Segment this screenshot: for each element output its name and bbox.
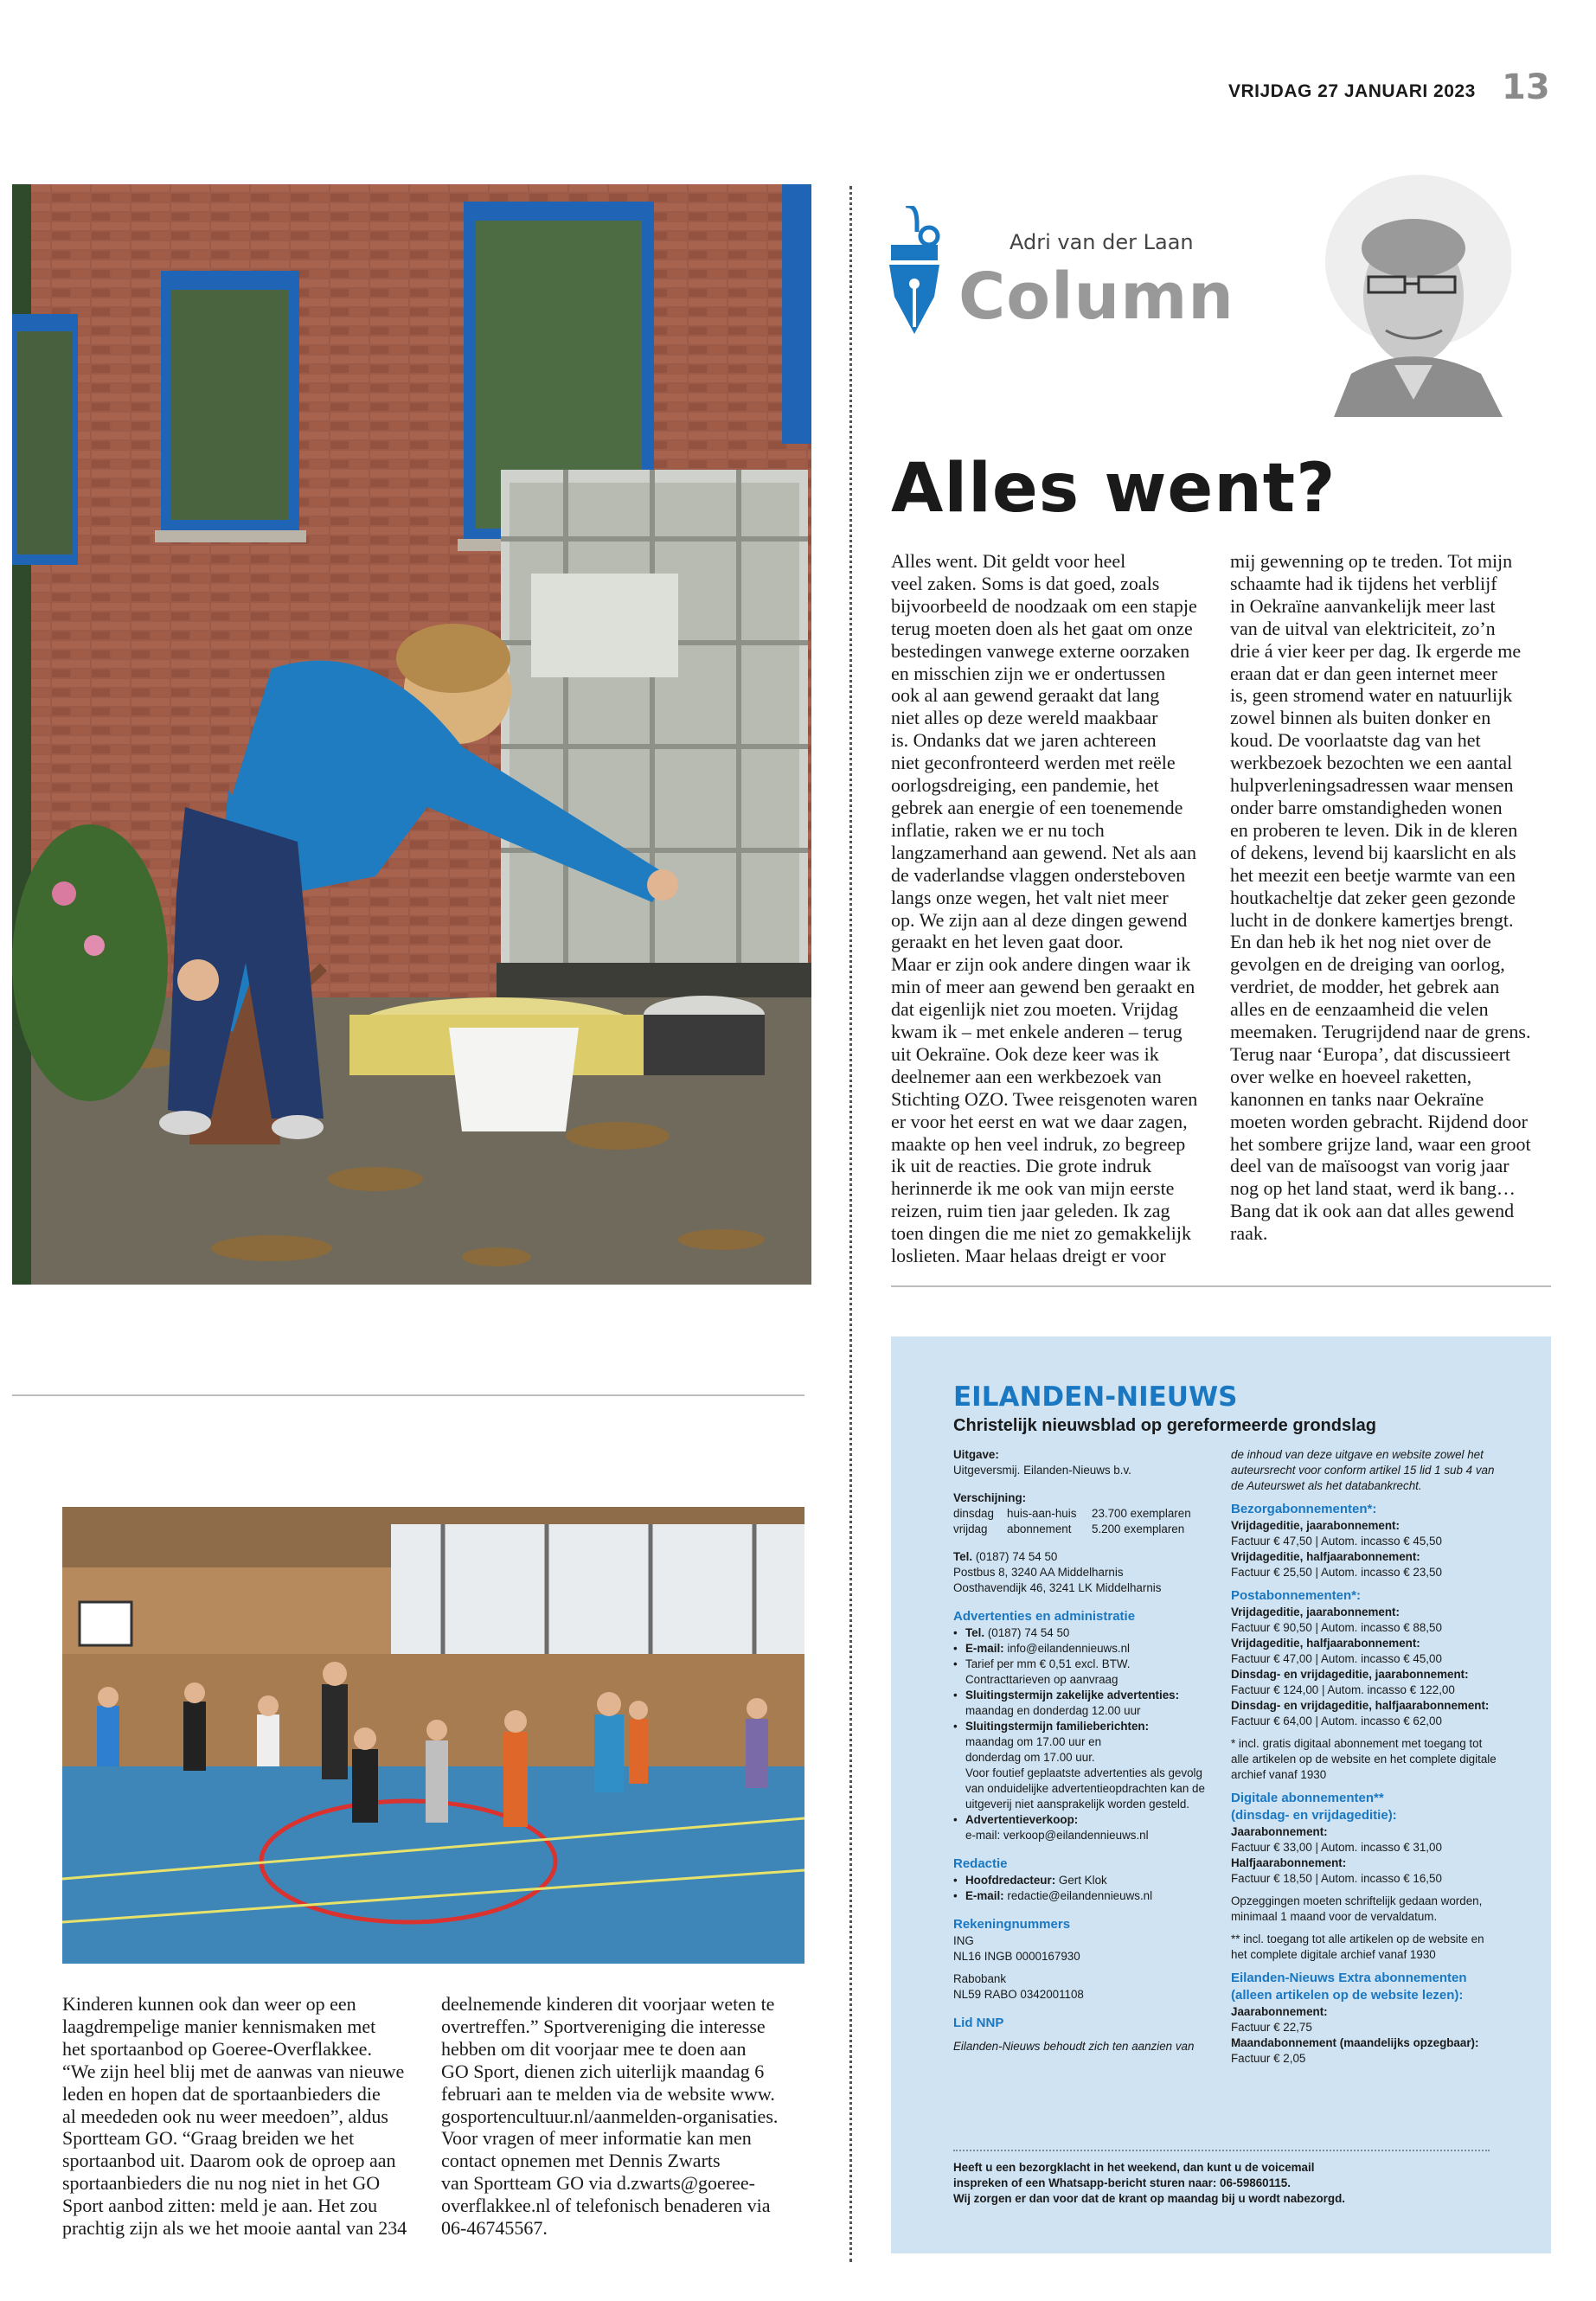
adv-sluit-zak-label: Sluitingstermijn zakelijke advertenties: (965, 1689, 1180, 1702)
bez-l2: Vrijdageditie, halfjaarabonnement: (1231, 1550, 1420, 1563)
post-l1: Vrijdageditie, jaarabonnement: (1231, 1606, 1400, 1618)
post-l3: Dinsdag- en vrijdageditie, jaarabonnement: (1231, 1668, 1469, 1681)
dig-l1: Jaarabonnement: (1231, 1825, 1328, 1838)
extra-l1: Jaarabonnement: (1231, 2005, 1328, 2018)
adv-sluit-fam2: donderdag om 17.00 uur. (965, 1751, 1095, 1764)
red-email-label: E-mail: (965, 1889, 1004, 1902)
uitgave-label: Uitgave: (953, 1448, 999, 1461)
adv-sluit-zak: maandag en donderdag 12.00 uur (965, 1704, 1141, 1717)
column-separator (849, 186, 852, 2262)
foot3: Wij zorgen er dan voor dat de krant op maandag bij u wordt nabezorgd. (953, 2192, 1345, 2205)
bank2: Rabobank (953, 1972, 1007, 1985)
fountain-pen-nib-icon (884, 206, 945, 336)
bez-heading: Bezorgabonnementen*: (1231, 1502, 1377, 1516)
column-text-right: mij gewenning op te treden. Tot mijn schaamte had ik tijdens het verblijf in Oekraïne aanvankelijk meer last van de uitval van elektriciteit, zo’n drie á vier keer per dag. Ik ergerde me eraan dat er dan geen internet meer is, geen stromend water en natuurlijk zowel binnen als buiten donker en koud. De voorlaatste dag van het werkbezoek bezochten we een aantal hulpverleningsadressen waar mensen onder barre omstandigheden wonen en proberen te leven. Dik in de kleren of dekens, levend bij kaarslicht en als het meezit een beetje warmte van een houtkacheltje dat zeker geen gezonde lucht in de donkere kamertjes brengt. En dan heb ik het nog niet over de gevolgen en de dreiging van oorlog, verdriet, de modder, het gebrek aan alles en de eenzaamheid die velen meemaken. Terugrijdend naar de grens. Terug naar ‘Europa’, dat discussieert over welke en hoeveel raketten, kanonnen en tanks naar Oekraïne moeten worden gebracht. Rijdend door het sombere grijze land, waar een groot deel van de maïsoogst van vorig jaar nog op het land staat, werd ik bang… Bang dat ik ook aan dat alles gewend raak. (1230, 550, 1531, 1245)
verschijning-count: 23.700 exemplaren (1092, 1507, 1191, 1520)
verschijning-type: abonnement (1007, 1522, 1072, 1535)
verschijning-day: dinsdag (953, 1507, 994, 1520)
article-text-right: deelnemende kinderen dit voorjaar weten te overtreffen.” Sportvereniging die interesse hebben om dit voorjaar mee te doen aan GO Sport, dienen zich uiterlijk maandag 6 februari aan te melden via de website www. gosportencultuur.nl/aanmelden-organisaties. Voor vragen of meer informatie kan men contact opnemen met Dennis Zwarts van Sportteam GO via d.zwarts@goeree- overflakkee.nl of telefonisch benaderen via 06-46745567. (441, 1993, 779, 2240)
adv-fout2: van onduidelijke advertentieopdrachten kan de (965, 1782, 1205, 1795)
column-author: Adri van der Laan (1010, 230, 1194, 254)
extra-heading2: (alleen artikelen op de website lezen): (1231, 1988, 1464, 2003)
adv-email-label: E-mail: (965, 1642, 1004, 1655)
bank1: ING (953, 1934, 974, 1947)
verschijning-type: huis-aan-huis (1007, 1507, 1077, 1520)
red-email-link[interactable]: redactie@eilandennieuws.nl (1007, 1889, 1153, 1902)
colophon-column-left (953, 1447, 1230, 2054)
verschijning-day: vrijdag (953, 1522, 988, 1535)
brand-logo: EILANDEN-NIEUWS (953, 1381, 1238, 1413)
adv-tel-label: Tel. (965, 1626, 985, 1639)
opz1: Opzeggingen moeten schriftelijk gedaan worden, (1231, 1894, 1483, 1907)
adv-email-link[interactable]: info@eilandennieuws.nl (1007, 1642, 1131, 1655)
article-text-left: Kinderen kunnen ook dan weer op een laagdrempelige manier kennismaken met het sportaanbod op Goeree-Overflakkee. “We zijn heel blij met de aanwas van nieuwe leden en hopen dat de sportaanbieders die al meededen ook nu weer meedoen”, aldus Sportteam GO. “Graag breiden we het sportaanbod uit. Daarom ook de oproep aan sportaanbieders die nu nog niet in het GO Sport aanbod zitten: meld je aan. Het zou prachtig zijn als we het mooie aantal van 234 (62, 1993, 407, 2240)
note1c: archief vanaf 1930 (1231, 1768, 1327, 1781)
adv-sluit-fam-label: Sluitingstermijn familieberichten: (965, 1720, 1150, 1733)
post-v4: Factuur € 64,00 | Autom. incasso € 62,00 (1231, 1715, 1442, 1727)
colophon-footer (953, 2150, 1490, 2207)
column-label: Column (958, 260, 1234, 334)
colophon-column-right (1231, 1447, 1508, 2067)
verschijning-count: 5.200 exemplaren (1092, 1522, 1185, 1535)
post-heading: Postabonnementen*: (1231, 1588, 1362, 1603)
colophon-box (891, 1336, 1551, 2253)
adres: Oosthavendijk 46, 3241 LK Middelharnis (953, 1581, 1162, 1594)
hoofdred: Gert Klok (1058, 1874, 1107, 1887)
adv-sluit-fam1: maandag om 17.00 uur en (965, 1735, 1102, 1748)
uitgave-value: Uitgeversmij. Eilanden-Nieuws b.v. (953, 1464, 1131, 1477)
hoofdred-label: Hoofdredacteur: (965, 1874, 1056, 1887)
divider-left (12, 1394, 804, 1396)
photo-boy-water-tank (12, 184, 811, 1285)
adv-verkoop-label: Advertentieverkoop: (965, 1813, 1079, 1826)
iban1: NL16 INGB 0000167930 (953, 1950, 1080, 1963)
adv-fout3: uitgeverij niet aansprakelijk worden gesteld. (965, 1798, 1190, 1811)
post-v1: Factuur € 90,50 | Autom. incasso € 88,50 (1231, 1621, 1442, 1634)
dig-heading2: (dinsdag- en vrijdageditie): (1231, 1808, 1397, 1823)
note1a: * incl. gratis digitaal abonnement met toegang tot (1231, 1737, 1483, 1750)
foot1: Heeft u een bezorgklacht in het weekend, dan kunt u de voicemail (953, 2161, 1315, 2174)
verschijning-label: Verschijning: (953, 1491, 1027, 1504)
tel-label: Tel. (953, 1550, 973, 1563)
recht3: auteursrecht voor conform artikel 15 lid 1 sub 4 van (1231, 1464, 1495, 1477)
dig-heading1: Digitale abonnementen** (1231, 1791, 1384, 1805)
bez-v2: Factuur € 25,50 | Autom. incasso € 23,50 (1231, 1566, 1442, 1579)
recht2: de inhoud van deze uitgave en website zowel het (1231, 1448, 1484, 1461)
post-l4: Dinsdag- en vrijdageditie, halfjaarabonnement: (1231, 1699, 1490, 1712)
extra-l2: Maandabonnement (maandelijks opzegbaar): (1231, 2036, 1479, 2049)
extra-heading1: Eilanden-Nieuws Extra abonnementen (1231, 1971, 1467, 1985)
verschijning-row (953, 1506, 1230, 1522)
adv-tarief: • Tarief per mm € 0,51 excl. BTW. (953, 1657, 1230, 1672)
foot2: inspreken of een Whatsapp-bericht sturen naar: 06-59860115. (953, 2176, 1291, 2189)
adv-verkoop: e-mail: verkoop@eilandennieuws.nl (965, 1829, 1149, 1842)
author-portrait (1317, 166, 1511, 417)
lid-heading: Lid NNP (953, 2016, 1004, 2030)
photo-kickboxing-gym (62, 1507, 804, 1964)
post-l2: Vrijdageditie, halfjaarabonnement: (1231, 1637, 1420, 1650)
bez-v1: Factuur € 47,50 | Autom. incasso € 45,50 (1231, 1535, 1442, 1548)
note2a: ** incl. toegang tot alle artikelen op de website en (1231, 1932, 1484, 1945)
adv-tel: (0187) 74 54 50 (987, 1626, 1070, 1639)
note2b: het complete digitale archief vanaf 1930 (1231, 1948, 1436, 1961)
rek-heading: Rekeningnummers (953, 1917, 1071, 1932)
recht4: de Auteurswet als het databankrecht. (1231, 1479, 1422, 1492)
adv-heading: Advertenties en administratie (953, 1609, 1136, 1624)
note1b: alle artikelen op de website en het complete digitale (1231, 1753, 1497, 1766)
opz2: minimaal 1 maand voor de vervaldatum. (1231, 1910, 1438, 1923)
recht1: Eilanden-Nieuws behoudt zich ten aanzien van (953, 2040, 1195, 2053)
iban2: NL59 RABO 0342001108 (953, 1988, 1084, 2001)
column-title: Alles went? (891, 450, 1336, 528)
bez-l1: Vrijdageditie, jaarabonnement: (1231, 1519, 1400, 1532)
extra-v2: Factuur € 2,05 (1231, 2052, 1306, 2065)
dig-v1: Factuur € 33,00 | Autom. incasso € 31,00 (1231, 1841, 1442, 1854)
post-v3: Factuur € 124,00 | Autom. incasso € 122,00 (1231, 1683, 1455, 1696)
divider-right (891, 1285, 1551, 1287)
dig-v2: Factuur € 18,50 | Autom. incasso € 16,50 (1231, 1872, 1442, 1885)
adv-tarief2: Contracttarieven op aanvraag (965, 1673, 1118, 1686)
extra-v1: Factuur € 22,75 (1231, 2021, 1312, 2034)
redactie-heading: Redactie (953, 1856, 1008, 1871)
dig-l2: Halfjaarabonnement: (1231, 1856, 1347, 1869)
verschijning-row (953, 1522, 1230, 1537)
page-number: 13 (1502, 67, 1550, 107)
brand-tagline: Christelijk nieuwsblad op gereformeerde grondslag (953, 1416, 1376, 1435)
postbus: Postbus 8, 3240 AA Middelharnis (953, 1566, 1124, 1579)
tel-value: (0187) 74 54 50 (975, 1550, 1058, 1563)
post-v2: Factuur € 47,00 | Autom. incasso € 45,00 (1231, 1652, 1442, 1665)
page-date: VRIJDAG 27 JANUARI 2023 (1228, 81, 1476, 101)
column-text-left: Alles went. Dit geldt voor heel veel zaken. Soms is dat goed, zoals bijvoorbeeld de noodzaak om een stapje terug moeten doen als het gaat om onze bestedingen vanwege externe oorzaken en misschien zijn we er ondertussen ook al aan gewend geraakt dat lang niet alles op deze wereld maakbaar is. Ondanks dat we jaren achtereen niet geconfronteerd werden met reële oorlogsdreiging, een pandemie, het gebrek aan energie of een toenemende inflatie, raken we er nu toch langzamerhand aan gewend. Net als aan de vaderlandse vlaggen ondersteboven langs onze wegen, het valt niet meer op. We zijn aan al deze dingen gewend geraakt en het leven gaat door. Maar er zijn ook andere dingen waar ik min of meer aan gewend ben geraakt en dat eigenlijk niet zou moeten. Vrijdag kwam ik – met enkele anderen – terug uit Oekraïne. Ook deze keer was ik deelnemer aan een werkbezoek van Stichting OZO. Twee reisgenoten waren er voor het eerst en wat we daar zagen, maakte op hen veel indruk, zo begreep ik uit de reacties. Die grote indruk herinnerde ik me ook van mijn eerste reizen, ruim tien jaar geleden. Ik zag toen dingen die me niet zo gemakkelijk loslieten. Maar helaas dreigt er voor (891, 550, 1198, 1267)
adv-fout1: Voor foutief geplaatste advertenties als gevolg (965, 1766, 1202, 1779)
